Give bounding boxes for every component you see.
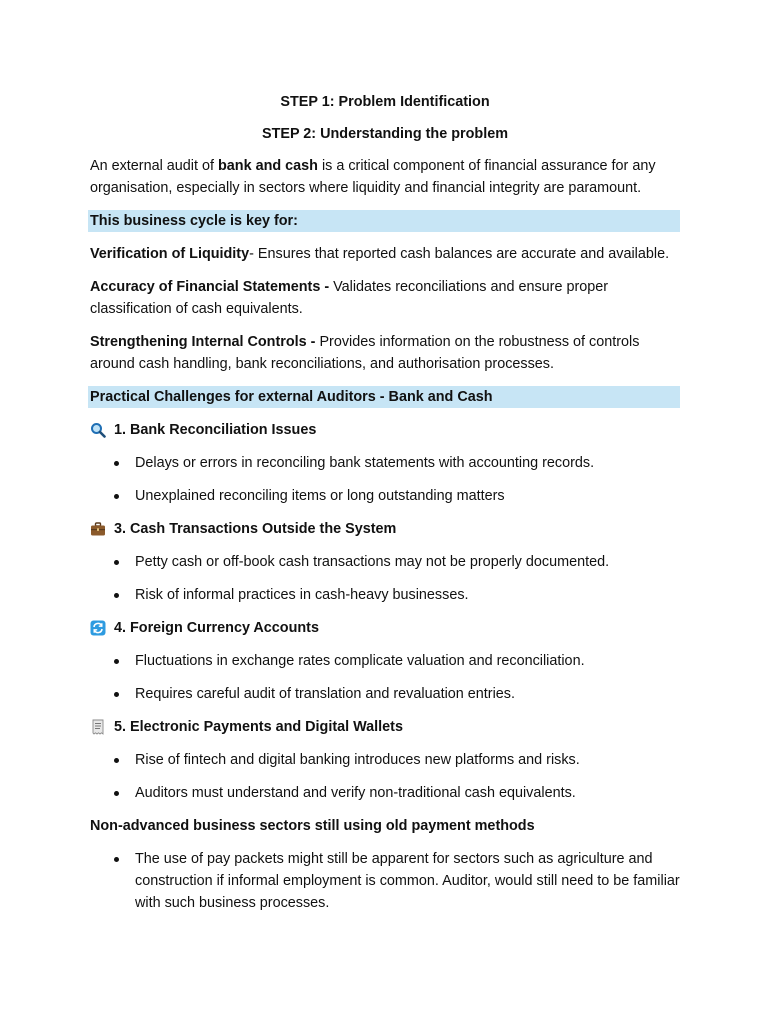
list-item: Fluctuations in exchange rates complicate valuation and reconciliation. [90,650,680,672]
key-point-liquidity [90,243,680,265]
intro-paragraph [90,155,680,199]
section-heading-cash-transactions [90,518,680,540]
section-bullets [90,551,680,606]
nonadvanced-heading: Non-advanced business sectors still using old payment methods [90,818,535,834]
key-point-text: - Ensures that reported cash balances are accurate and available. [249,246,670,262]
list-item: Risk of informal practices in cash-heavy businesses. [90,584,680,606]
cycle-heading: This business cycle is key for: [88,210,680,232]
briefcase-icon [90,521,106,537]
section-bullets [90,452,680,507]
receipt-icon [90,719,106,735]
section-heading-foreign-currency [90,617,680,639]
key-point-text: Provides information on the robustness of controls around cash handling, bank reconciliations, and authorisation processes. [90,334,640,372]
list-item: Rise of fintech and digital banking introduces new platforms and risks. [90,749,680,771]
key-point-bold: Strengthening Internal Controls - [90,334,320,350]
section-bullets [90,650,680,705]
section-title: 3. Cash Transactions Outside the System [114,521,397,537]
key-point-accuracy [90,276,680,320]
list-item: Petty cash or off-book cash transactions may not be properly documented. [90,551,680,573]
key-point-text: Validates reconciliations and ensure proper classification of cash equivalents. [90,279,609,317]
intro-pre: An external audit of [90,158,218,174]
list-item: Delays or errors in reconciling bank statements with accounting records. [90,452,680,474]
list-item: Unexplained reconciling items or long outstanding matters [90,485,680,507]
intro-bold: bank and cash [218,158,318,174]
list-item: The use of pay packets might still be apparent for sectors such as agriculture and construction if informal employment is common. Auditor, would still need to be familiar with such business processes. [90,848,680,914]
challenges-heading: Practical Challenges for external Auditors - Bank and Cash [88,386,680,408]
intro-post: is a critical component of financial assurance for any organisation, especially in sectors where liquidity and financial integrity are paramount. [90,158,656,196]
step2-title: STEP 2: Understanding the problem [261,126,508,142]
exchange-icon [90,620,106,636]
key-point-bold: Verification of Liquidity [90,246,250,262]
section-title: 5. Electronic Payments and Digital Wallets [114,719,403,735]
section-title: 4. Foreign Currency Accounts [114,620,319,636]
section-heading-bank-reconciliation [90,419,680,441]
section-title: 1. Bank Reconciliation Issues [114,422,317,438]
nonadvanced-bullets [90,848,680,914]
list-item: Auditors must understand and verify non-traditional cash equivalents. [90,782,680,804]
section-heading-electronic-payments [90,716,680,738]
magnifier-icon [90,422,106,438]
key-point-bold: Accuracy of Financial Statements - [90,279,334,295]
key-point-controls [90,331,680,375]
document-content [90,91,680,925]
step1-title: STEP 1: Problem Identification [280,94,490,110]
list-item: Requires careful audit of translation and revaluation entries. [90,683,680,705]
section-bullets [90,749,680,804]
